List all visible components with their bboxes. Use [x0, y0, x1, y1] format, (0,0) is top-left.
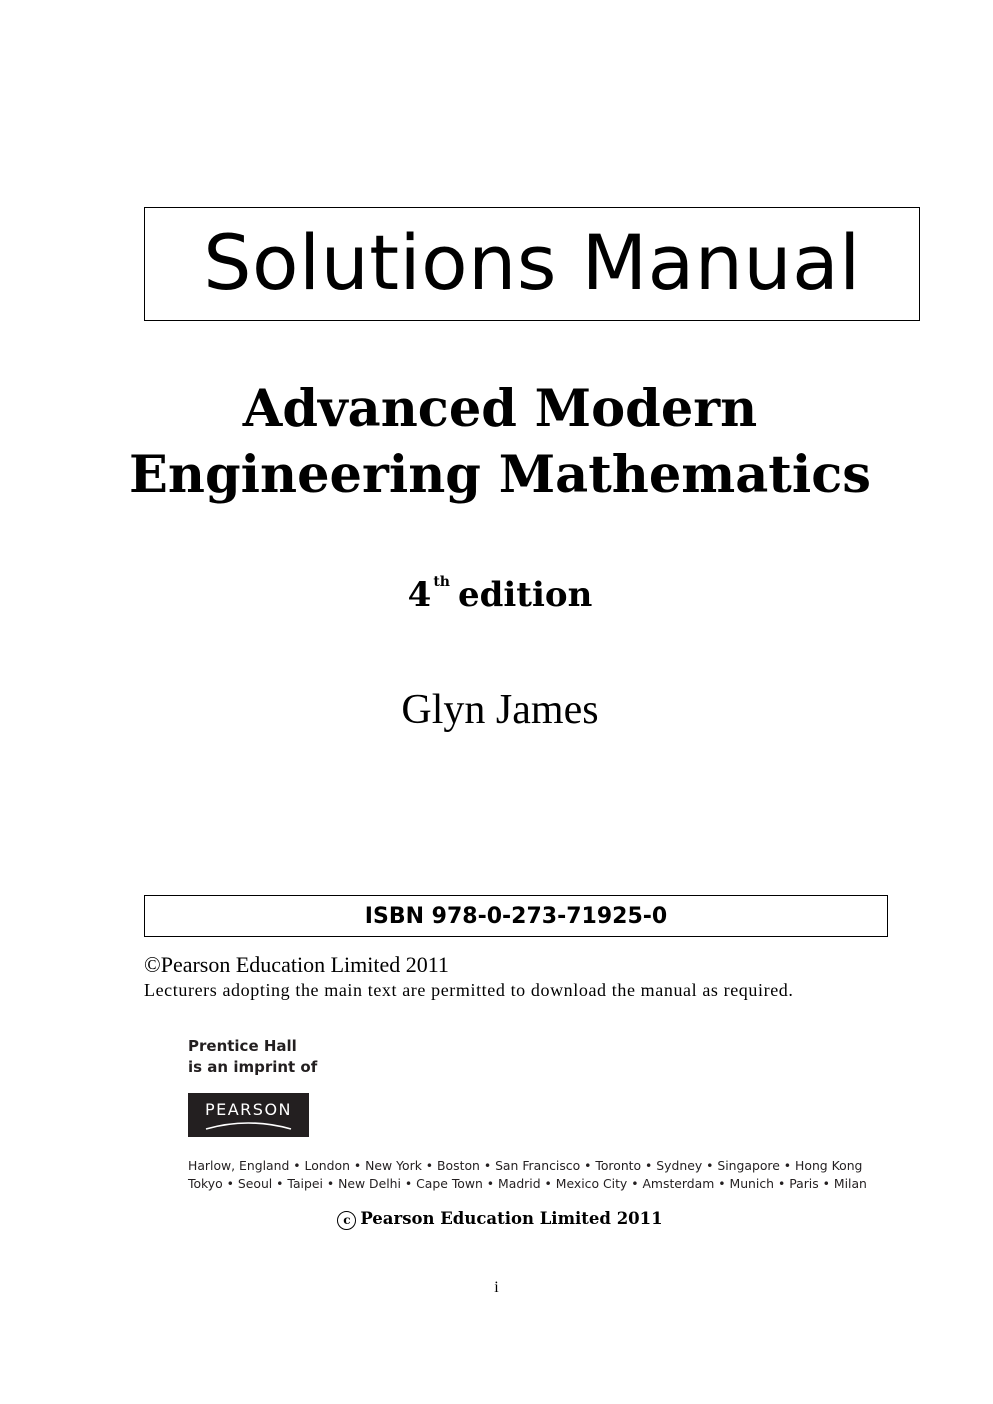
author-name: Glyn James [401, 687, 599, 733]
pearson-logo [188, 1093, 309, 1137]
imprint-line1: Prentice Hall [188, 1037, 297, 1055]
cities-line2: Tokyo • Seoul • Taipei • New Delhi • Cape Town • Madrid • Mexico City • Amsterdam • Munich • Paris • Milan [188, 1176, 867, 1191]
isbn-box [144, 895, 888, 937]
banner-title: Solutions Manual [203, 217, 861, 307]
publisher-cities [188, 1157, 867, 1193]
copyright-line [144, 952, 449, 978]
cities-line1: Harlow, England • London • New York • Boston • San Francisco • Toronto • Sydney • Singapore • Hong Kong [188, 1158, 863, 1173]
copyright-symbol: © [144, 952, 161, 977]
page-number: i [494, 1279, 499, 1296]
edition-word: edition [457, 575, 593, 615]
imprint-note [188, 1036, 317, 1078]
edition-number: 4 [407, 575, 432, 615]
footer-copyright-symbol: c [337, 1211, 356, 1230]
logo-wordmark: PEARSON [204, 1100, 293, 1119]
footer-copyright-text: Pearson Education Limited 2011 [360, 1209, 663, 1228]
permission-text: Lecturers adopting the main text are permitted to download the manual as required. [144, 980, 794, 1000]
book-title-line2: Engineering Mathematics [129, 445, 871, 505]
logo-swoosh-icon [188, 1093, 309, 1137]
banner-box [144, 207, 920, 321]
edition-suffix: th [433, 574, 450, 590]
edition [0, 574, 993, 615]
book-title-line1: Advanced Modern [242, 379, 758, 439]
footer-copyright [0, 1209, 993, 1230]
isbn: ISBN 978-0-273-71925-0 [364, 903, 668, 929]
copyright-text: Pearson Education Limited 2011 [160, 952, 449, 977]
book-title [100, 376, 900, 508]
imprint-line2: is an imprint of [188, 1058, 318, 1076]
